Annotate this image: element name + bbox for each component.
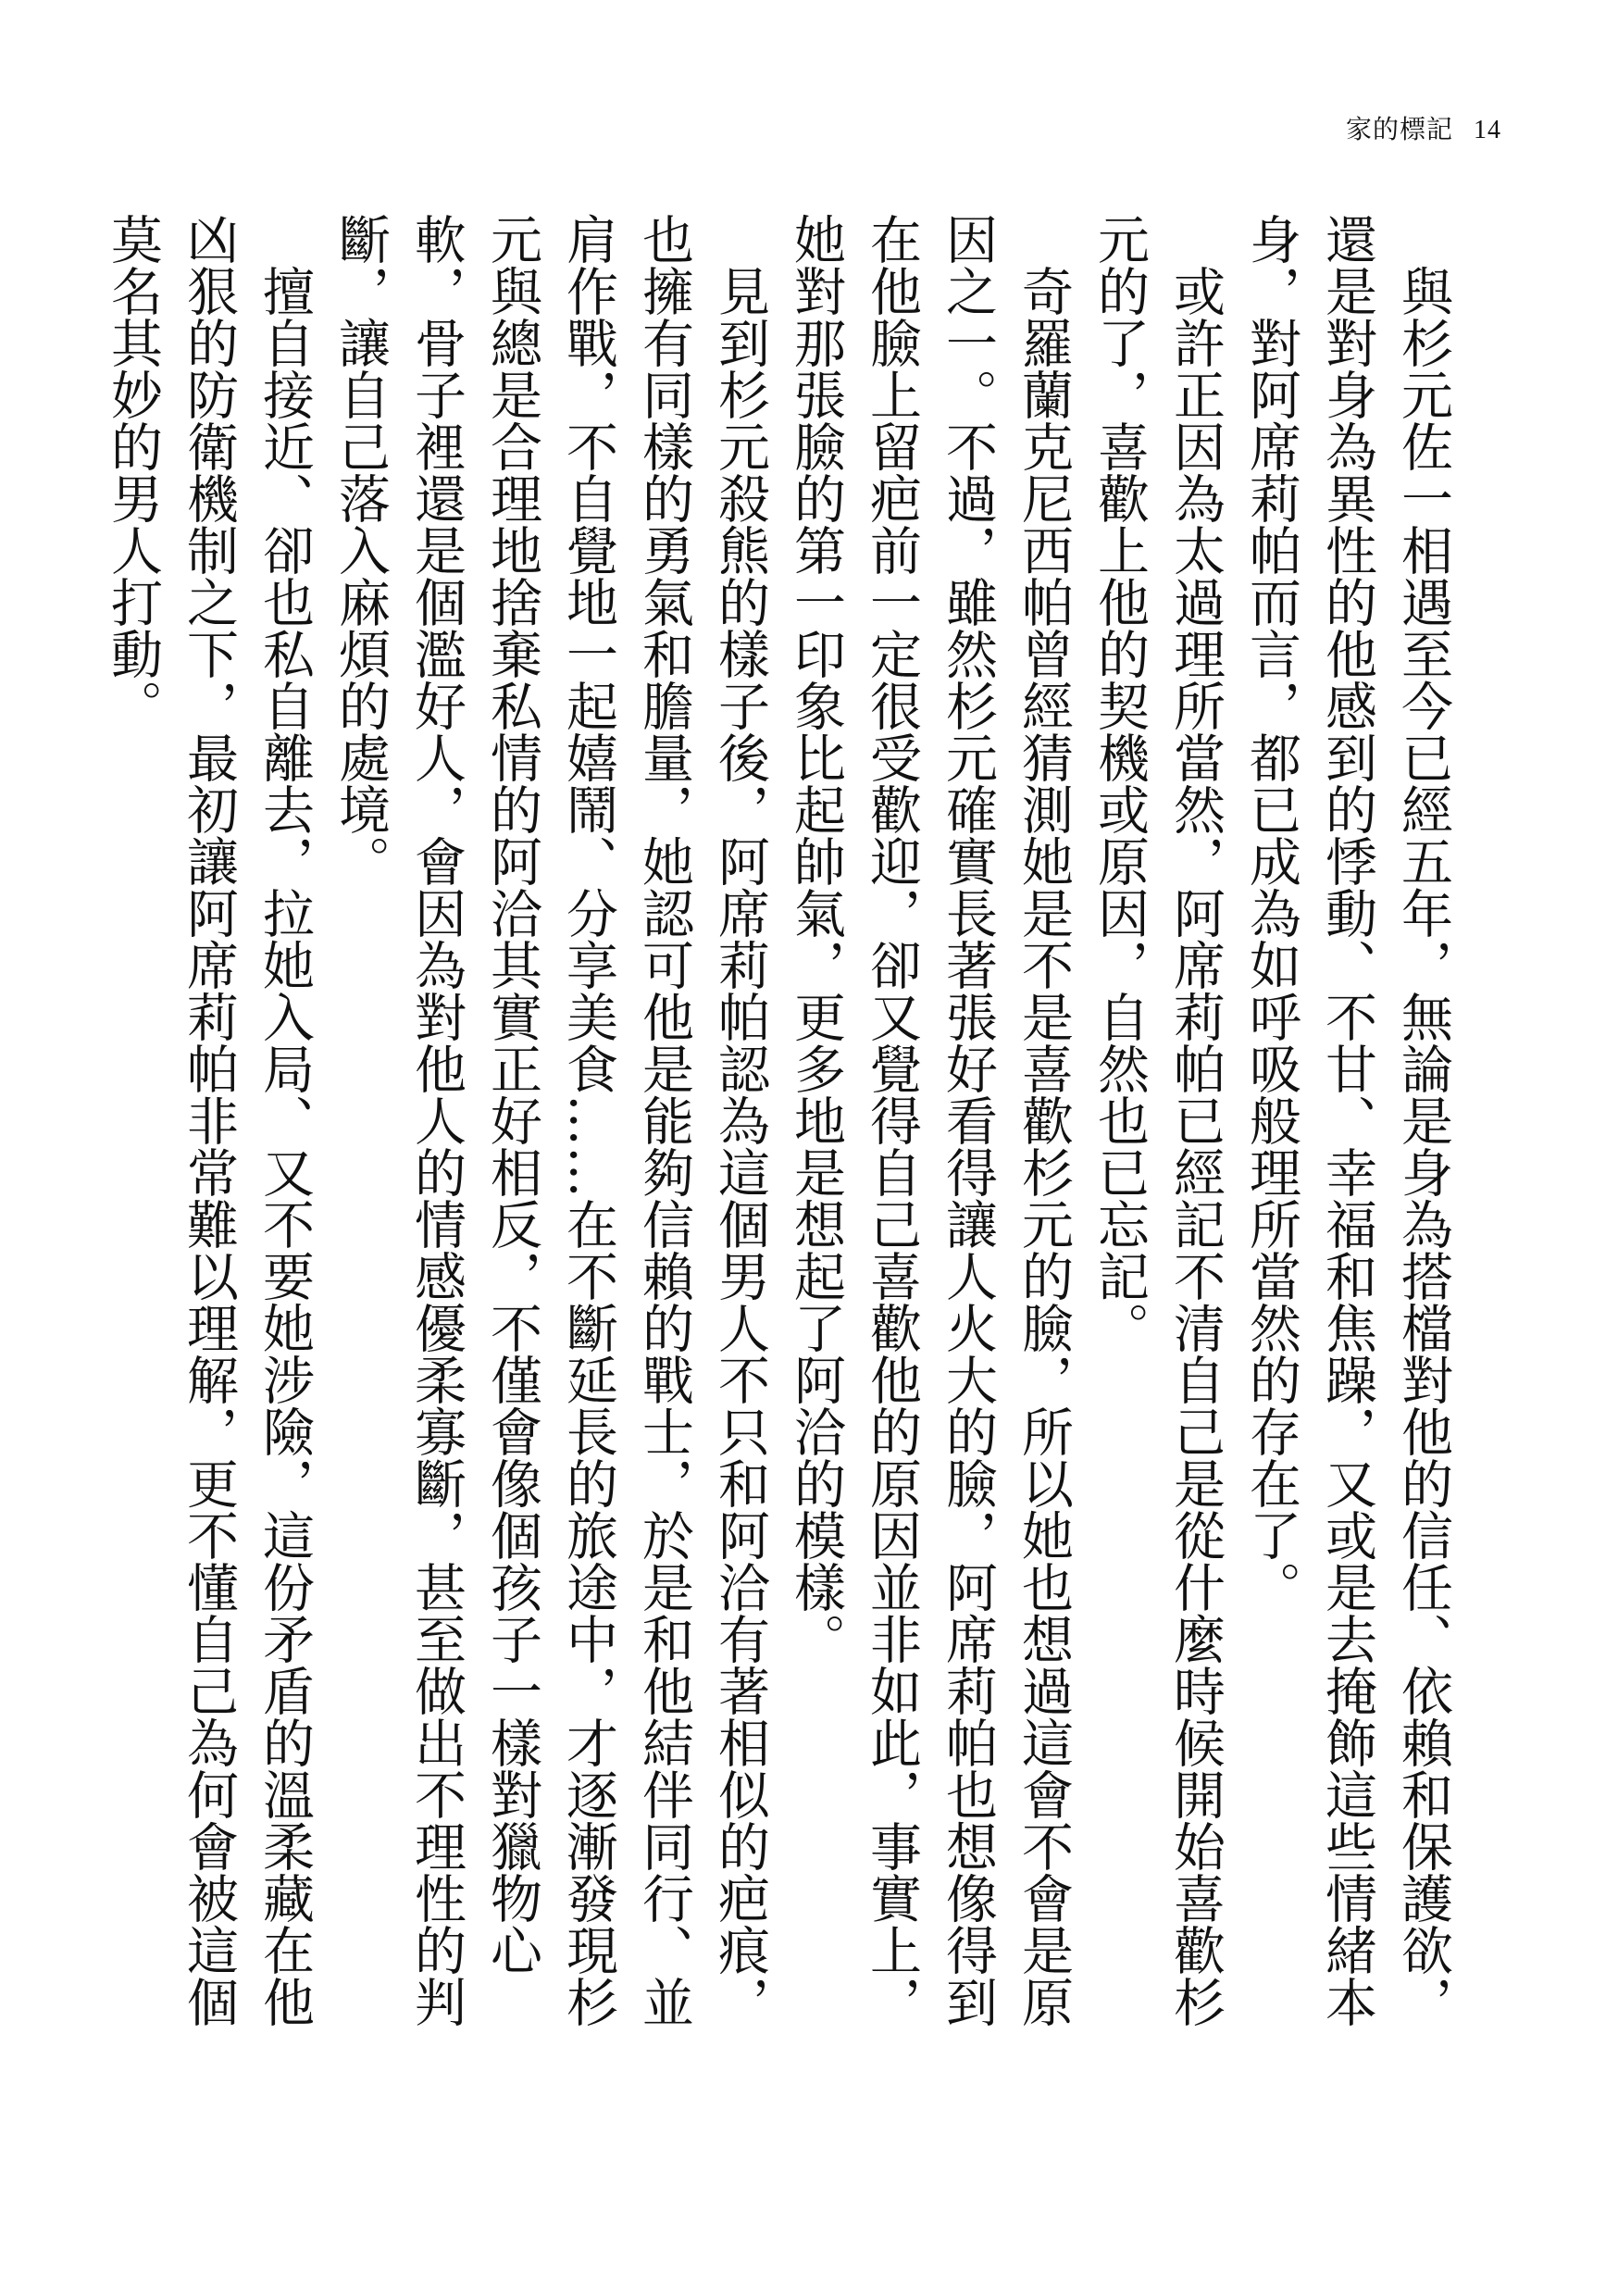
book-title: 家的標記 — [1345, 114, 1453, 144]
vertical-body-text — [103, 213, 1461, 2028]
page-number: 14 — [1474, 116, 1501, 144]
running-header — [1346, 109, 1501, 146]
paragraph-5: 擅自接近、卻也私自離去，拉她入局、又不要她涉險，這份矛盾的溫柔藏在他凶狠的防衛機制之下，最初讓阿席莉帕非常難以理解，更不懂自己為何會被這個莫名其妙的男人打動。 — [103, 213, 315, 2028]
paragraph-3: 奇羅蘭克尼西帕曾經猜測她是不是喜歡杉元的臉，所以她也想過這會不會是原因之一。不過，雖然杉元確實長著張好看得讓人火大的臉，阿席莉帕也想像得到在他臉上留疤前一定很受歡迎，卻又覺得自己喜歡他的原因並非如此，事實上，她對那張臉的第一印象比起帥氣，更多地是想起了阿洽的模樣。 — [786, 213, 1074, 2028]
paragraph-1: 與杉元佐一相遇至今已經五年，無論是身為搭檔對他的信任、依賴和保護欲，還是對身為異性的他感到的悸動、不甘、幸福和焦躁，又或是去掩飾這些情緒本身，對阿席莉帕而言，都已成為如呼吸般理所當然的存在了。 — [1241, 213, 1453, 2028]
paragraph-4: 見到杉元殺熊的樣子後，阿席莉帕認為這個男人不只和阿洽有著相似的疤痕，也擁有同樣的勇氣和膽量，她認可他是能夠信賴的戰士，於是和他結伴同行、並肩作戰，不自覺地一起嬉鬧、分享美食……在不斷延長的旅途中，才逐漸發現杉元與總是合理地捨棄私情的阿洽其實正好相反，不僅會像個孩子一樣對獵物心軟，骨子裡還是個濫好人，會因為對他人的情感優柔寡斷，甚至做出不理性的判斷，讓自己落入麻煩的處境。 — [330, 213, 770, 2028]
paragraph-2: 或許正因為太過理所當然，阿席莉帕已經記不清自己是從什麼時候開始喜歡杉元的了，喜歡上他的契機或原因，自然也已忘記。 — [1089, 213, 1226, 2028]
